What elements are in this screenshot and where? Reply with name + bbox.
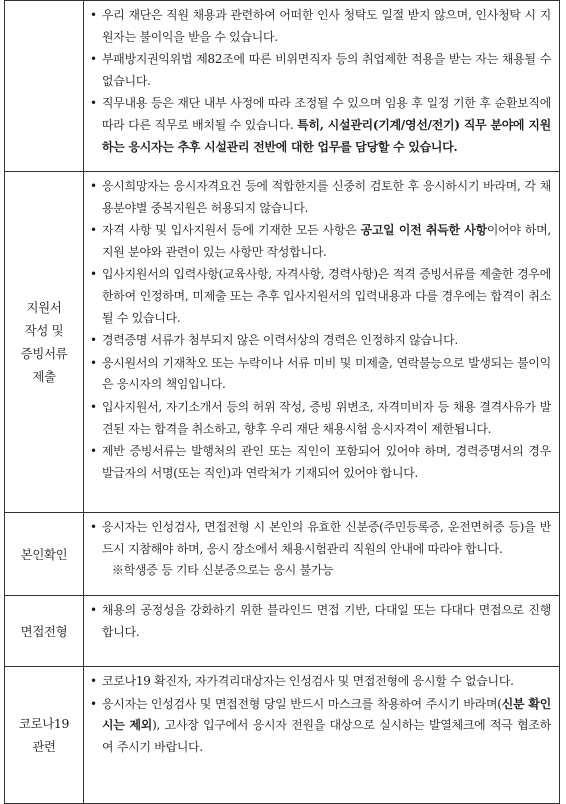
section-label — [5, 172, 84, 513]
item-text: 직무내용 등은 재단 내부 사정에 따라 조정될 수 있으며 임용 후 일정 기한 후 순환보직에 따라 다른 직무로 배치될 수 있습니다. — [102, 96, 551, 132]
section-content — [84, 596, 560, 667]
table-row — [5, 596, 560, 667]
bullet-item — [90, 220, 551, 263]
emphasis-text: 공고일 이전 취득한 사항 — [360, 223, 487, 238]
note-text: ※학생증 등 기타 신분증으로는 응시 불가능 — [112, 563, 334, 578]
item-text: 응시희망자는 응시자격요건 등에 적합한지를 신중히 검토한 후 응시하시기 바라며, 각 채용분야별 중복지원은 허용되지 않습니다. — [102, 179, 551, 215]
item-text: 응시원서의 기재착오 또는 누락이나 서류 미비 및 미제출, 연락불능으로 발생되는 불이익은 응시자의 책임입니다. — [102, 355, 551, 392]
bullet-item — [90, 441, 551, 484]
item-text: 응시자는 인성검사 및 면접전형 당일 반드시 마스크를 착용하여 주시기 바라며( — [102, 696, 502, 711]
table-row — [5, 172, 560, 513]
emphasis-text: 특히, 시설관리(기계/영선/전기) 직무 분야에 지원하는 응시자는 추후 시설관리 전반에 대한 업무를 담당할 수 있습니다. — [102, 117, 551, 154]
item-text: 자격 사항 및 입사지원서 등에 기재한 모든 사항은 — [102, 223, 361, 238]
section-content — [84, 667, 560, 804]
label-line: 관련 — [32, 739, 56, 754]
bullet-item — [90, 353, 551, 396]
item-list — [90, 600, 551, 643]
bullet-item — [90, 600, 551, 643]
bullet-item — [90, 264, 551, 329]
item-text: ), 고사장 입구에서 응시자 전원을 대상으로 실시하는 발열체크에 적극 협조하여 주시기 바랍니다. — [102, 718, 551, 754]
item-text: 우리 재단은 직원 채용과 관련하여 어떠한 인사 청탁도 일절 받지 않으며, 인사청탁 시 지원자는 불이익을 받을 수 있습니다. — [102, 8, 551, 44]
table-row — [5, 513, 560, 596]
table-row — [5, 1, 560, 172]
table-row — [5, 667, 560, 804]
item-text: 부패방지권익위법 제82조에 따른 비위면직자 등의 취업제한 적용을 받는 자는 채용될 수 없습니다. — [102, 52, 551, 88]
item-list — [90, 671, 551, 758]
section-label — [5, 513, 84, 596]
bullet-item — [90, 93, 551, 158]
rules-table — [4, 0, 560, 804]
label-line: 증빙서류 — [20, 346, 68, 361]
bullet-item — [90, 671, 551, 693]
item-list — [90, 517, 551, 582]
item-text: 채용의 공정성을 강화하기 위한 블라인드 면접 기반, 다대일 또는 다대다 면접으로 진행합니다. — [102, 603, 551, 639]
section-content — [84, 172, 560, 513]
item-list — [90, 176, 551, 484]
label-line: 본인확인 — [20, 546, 68, 562]
label-line: 지원서 — [26, 300, 62, 315]
section-label — [5, 1, 84, 172]
item-text: 이어야 하며, 지원 분야와 관련이 있는 사항만 작성합니다. — [102, 223, 552, 259]
item-text: 입사지원서, 자기소개서 등의 허위 작성, 증빙 위변조, 자격미비자 등 채용 결격사유가 발견된 자는 합격을 취소하고, 향후 우리 재단 채용시험 응시자격이 제한됩니다. — [102, 399, 551, 436]
section-label — [5, 667, 84, 804]
bullet-item — [90, 330, 551, 352]
section-content — [84, 513, 560, 596]
section-content — [84, 1, 560, 172]
bullet-item — [90, 49, 551, 92]
item-text: 경력증명 서류가 첨부되지 않은 이력서상의 경력은 인정하지 않습니다. — [102, 333, 458, 348]
bullet-item — [90, 694, 551, 759]
label-line: 코로나19 — [18, 716, 70, 731]
label-line: 작성 및 — [24, 323, 64, 338]
item-list — [90, 5, 551, 158]
section-label — [5, 596, 84, 667]
item-text: 응시자는 인성검사, 면접전형 시 본인의 유효한 신분증(주민등록증, 운전면허증 등)을 반드시 지참해야 하며, 응시 장소에서 채용시험관리 직원의 안내에 따라야 합니다. — [102, 520, 551, 556]
bullet-item — [90, 517, 551, 582]
label-line: 제출 — [32, 369, 56, 384]
bullet-item — [90, 176, 551, 219]
item-text: 입사지원서의 입력사항(교육사항, 자격사항, 경력사항)은 적격 증빙서류를 제출한 경우에 한하여 인정하며, 미제출 또는 추후 입사지원서의 입력내용과 다를 경우에는 합격이 취소될 수 있습니다. — [102, 267, 551, 325]
label-line: 면접전형 — [20, 623, 68, 639]
bullet-item — [90, 5, 551, 48]
bullet-item — [90, 397, 551, 440]
notice-sheet — [4, 0, 560, 766]
item-text: 코로나19 확진자, 자가격리대상자는 인성검사 및 면접전형에 응시할 수 없습니다. — [102, 674, 514, 688]
item-text: 제반 증빙서류는 발행처의 관인 또는 직인이 포함되어 있어야 하며, 경력증명서의 경우 발급자의 서명(또는 직인)과 연락처가 기재되어 있어야 합니다. — [102, 444, 551, 480]
emphasis-text: 신분 확인 시는 제외 — [102, 696, 551, 733]
